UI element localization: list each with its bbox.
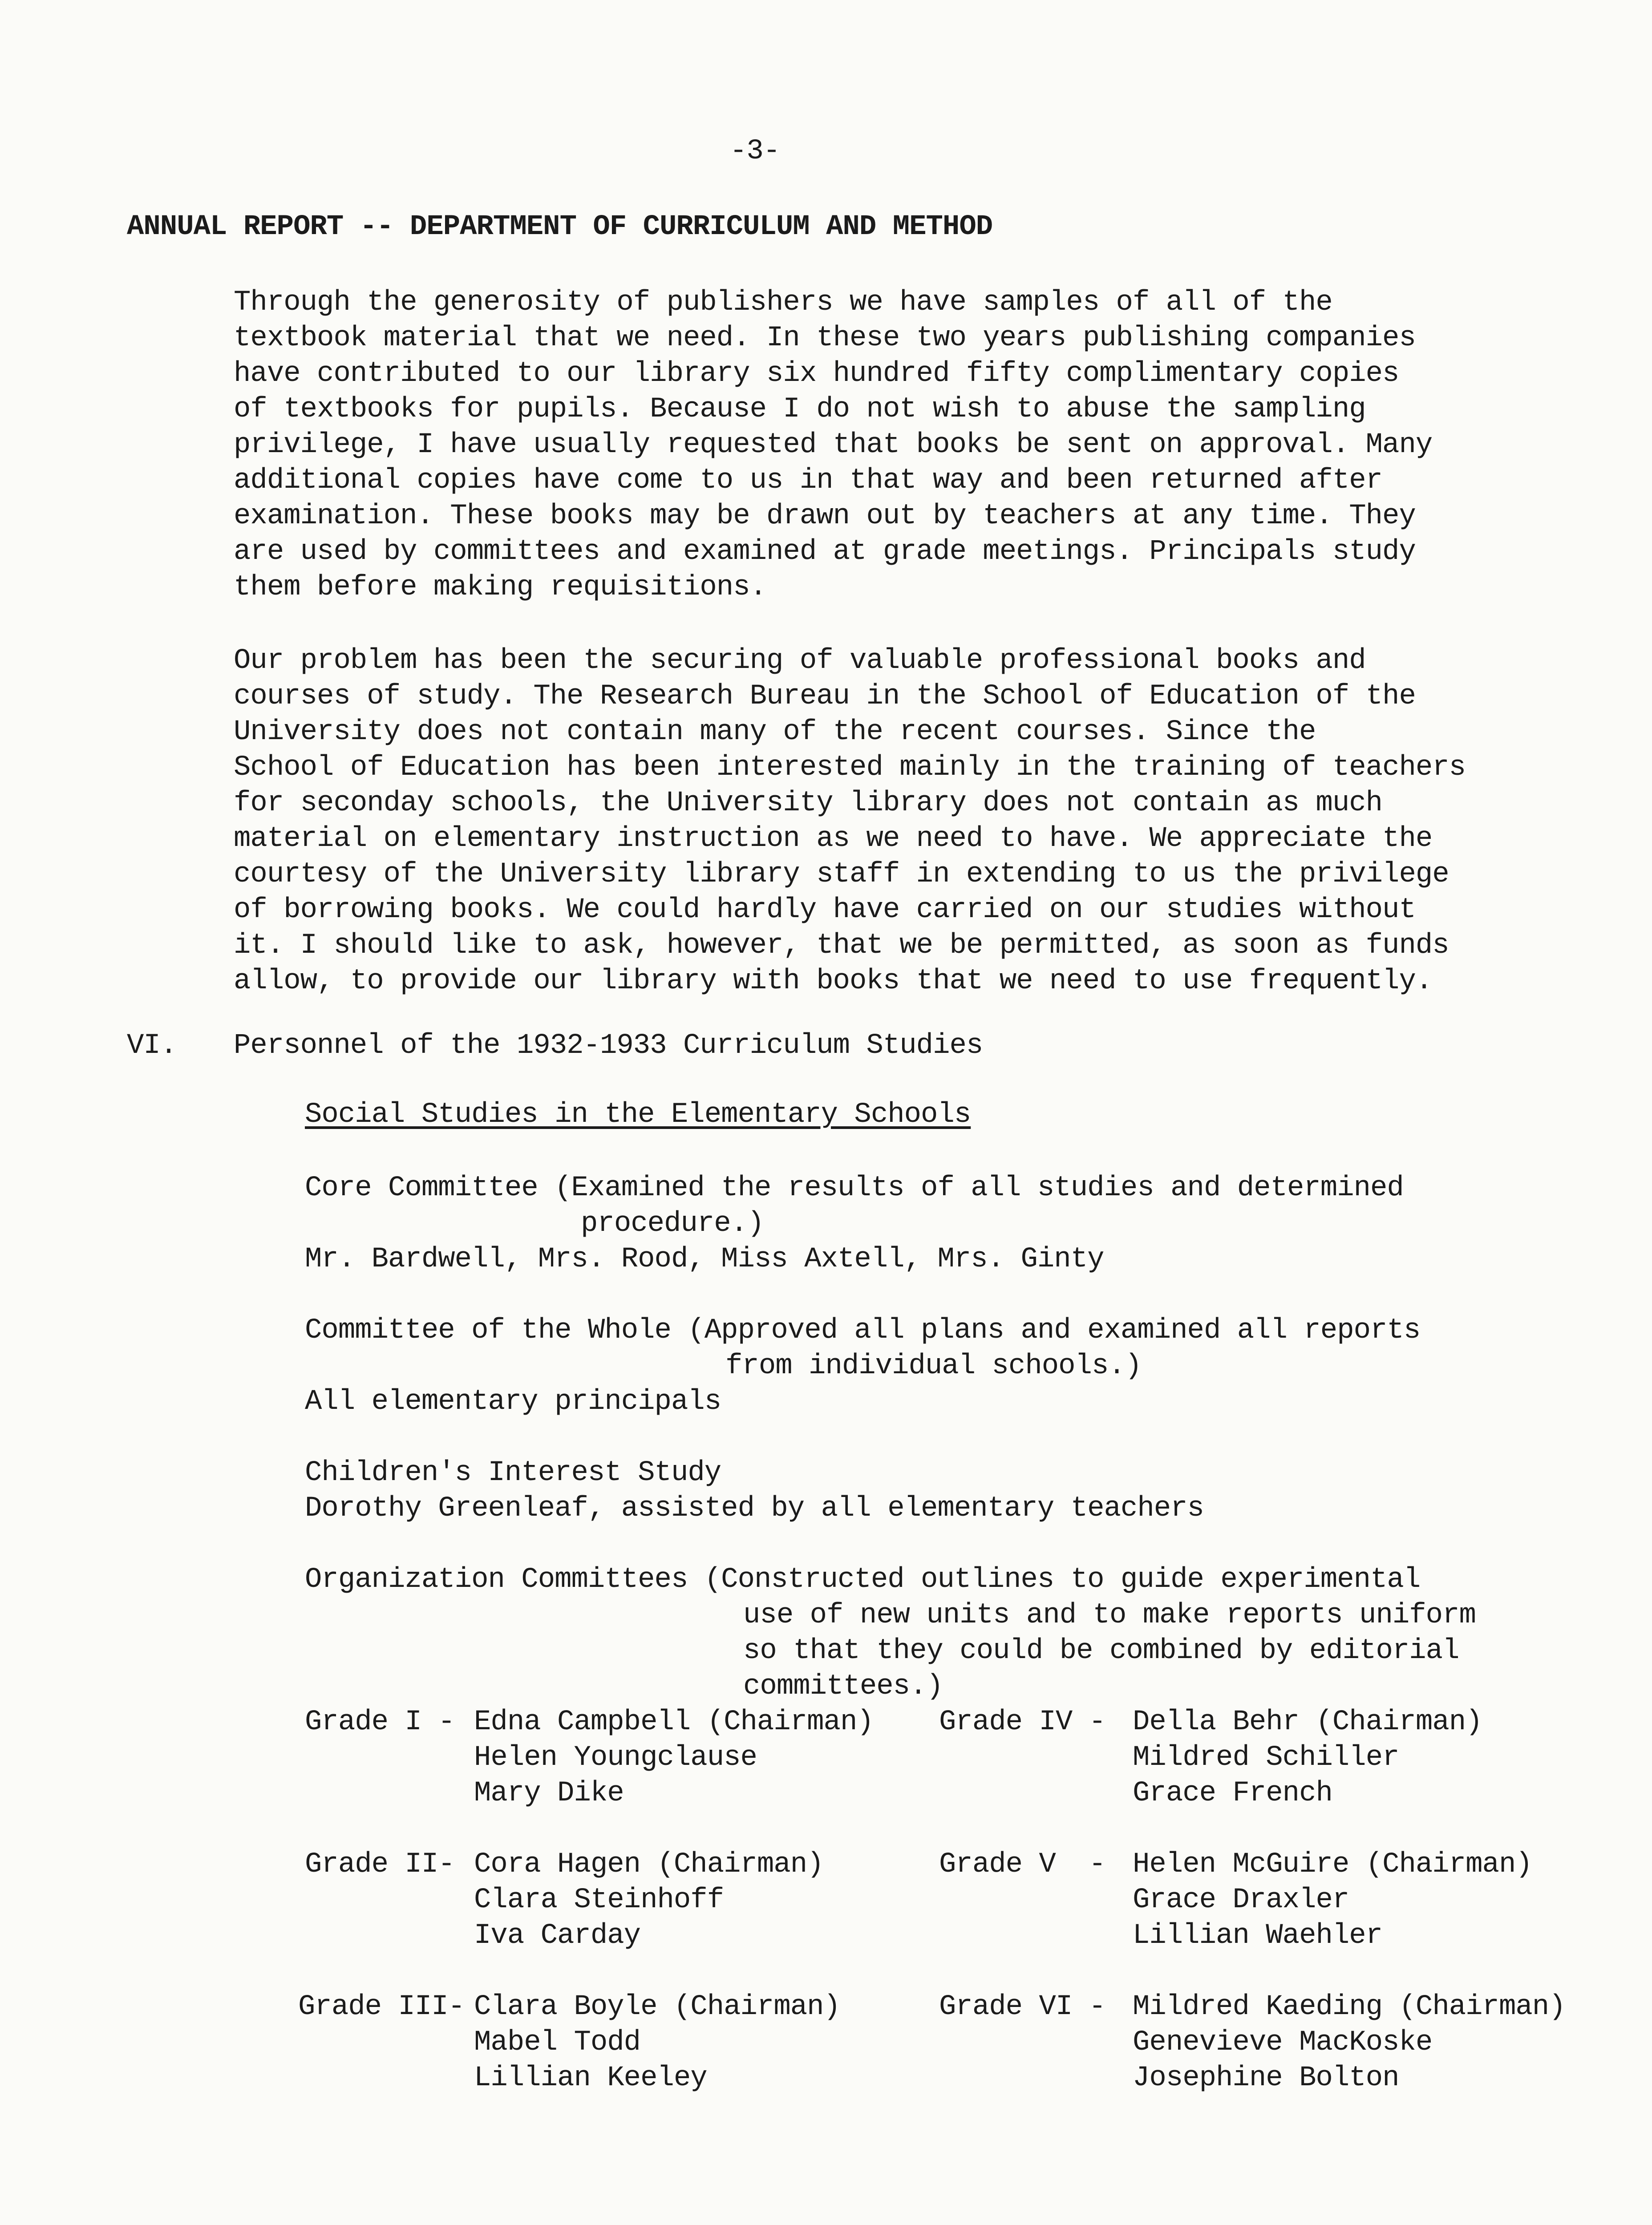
organization-line: so that they could be combined by editorial <box>743 1635 1459 1667</box>
grade-member: Grace French <box>1133 1777 1332 1809</box>
grade-member: Mildred Kaeding (Chairman) <box>1133 1991 1566 2023</box>
grade-member: Della Behr (Chairman) <box>1133 1706 1482 1738</box>
text-line: of borrowing books. We could hardly have carried on our studies without <box>234 894 1416 926</box>
text-line: textbook material that we need. In these two years publishing companies <box>234 322 1416 354</box>
core-committee-members: Mr. Bardwell, Mrs. Rood, Miss Axtell, Mrs. Ginty <box>305 1243 1104 1275</box>
grade-label: Grade VI - <box>939 1991 1106 2023</box>
grade-label: Grade I - <box>305 1706 455 1738</box>
grade-member: Iva Carday <box>474 1920 641 1952</box>
grade-member: Clara Boyle (Chairman) <box>474 1991 840 2023</box>
page-number: -3- <box>730 135 780 167</box>
organization-line: use of new units and to make reports uniform <box>743 1599 1476 1631</box>
text-line: additional copies have come to us in that way and been returned after <box>234 465 1383 497</box>
committee-whole-line: from individual schools.) <box>725 1350 1142 1382</box>
grade-member: Josephine Bolton <box>1133 2062 1399 2094</box>
grade-member: Genevieve MacKoske <box>1133 2027 1433 2059</box>
text-line: it. I should like to ask, however, that we be permitted, as soon as funds <box>234 930 1449 962</box>
committee-whole-line: Committee of the Whole (Approved all plans and examined all reports <box>305 1315 1421 1347</box>
organization-line: Organization Committees (Constructed outlines to guide experimental <box>305 1564 1421 1596</box>
grade-member: Edna Campbell (Chairman) <box>474 1706 874 1738</box>
grade-member: Helen Youngclause <box>474 1742 757 1774</box>
organization-line: committees.) <box>743 1671 943 1703</box>
grade-label: Grade III- <box>298 1991 465 2023</box>
interest-study-members: Dorothy Greenleaf, assisted by all elementary teachers <box>305 1493 1204 1525</box>
grade-member: Mary Dike <box>474 1777 624 1809</box>
grade-label: Grade II- <box>305 1849 455 1881</box>
text-line: have contributed to our library six hundred fifty complimentary copies <box>234 358 1399 390</box>
text-line: for seconday schools, the University library does not contain as much <box>234 787 1383 819</box>
section-title: Personnel of the 1932-1933 Curriculum Studies <box>234 1030 983 1062</box>
grade-member: Mildred Schiller <box>1133 1742 1399 1774</box>
committee-whole-members: All elementary principals <box>305 1386 721 1418</box>
text-line: allow, to provide our library with books that we need to use frequently. <box>234 965 1433 997</box>
text-line: privilege, I have usually requested that books be sent on approval. Many <box>234 429 1433 461</box>
grade-member: Lillian Keeley <box>474 2062 707 2094</box>
text-line: them before making requisitions. <box>234 571 766 603</box>
grade-member: Cora Hagen (Chairman) <box>474 1849 824 1881</box>
core-committee-line: Core Committee (Examined the results of all studies and determined <box>305 1172 1404 1204</box>
interest-study-title: Children's Interest Study <box>305 1457 721 1489</box>
text-line: material on elementary instruction as we need to have. We appreciate the <box>234 823 1433 855</box>
text-line: Our problem has been the securing of valuable professional books and <box>234 645 1366 677</box>
section-subtitle: Social Studies in the Elementary Schools <box>305 1099 971 1131</box>
text-line: School of Education has been interested mainly in the training of teachers <box>234 752 1466 784</box>
grade-member: Helen McGuire (Chairman) <box>1133 1849 1532 1881</box>
grade-label: Grade V - <box>939 1849 1106 1881</box>
grade-label: Grade IV - <box>939 1706 1106 1738</box>
core-committee-line: procedure.) <box>581 1208 764 1240</box>
text-line: courtesy of the University library staff in extending to us the privilege <box>234 858 1449 890</box>
text-line: examination. These books may be drawn out by teachers at any time. They <box>234 500 1416 532</box>
section-numeral: VI. <box>127 1030 177 1062</box>
grade-member: Grace Draxler <box>1133 1884 1349 1916</box>
grade-member: Clara Steinhoff <box>474 1884 724 1916</box>
text-line: are used by committees and examined at grade meetings. Principals study <box>234 536 1416 568</box>
text-line: Through the generosity of publishers we have samples of all of the <box>234 287 1332 319</box>
report-heading: ANNUAL REPORT -- DEPARTMENT OF CURRICULUM AND METHOD <box>127 211 993 243</box>
text-line: courses of study. The Research Bureau in the School of Education of the <box>234 680 1416 712</box>
grade-member: Lillian Waehler <box>1133 1920 1383 1952</box>
grade-member: Mabel Todd <box>474 2027 641 2059</box>
text-line: of textbooks for pupils. Because I do not wish to abuse the sampling <box>234 393 1366 425</box>
text-line: University does not contain many of the recent courses. Since the <box>234 716 1316 748</box>
